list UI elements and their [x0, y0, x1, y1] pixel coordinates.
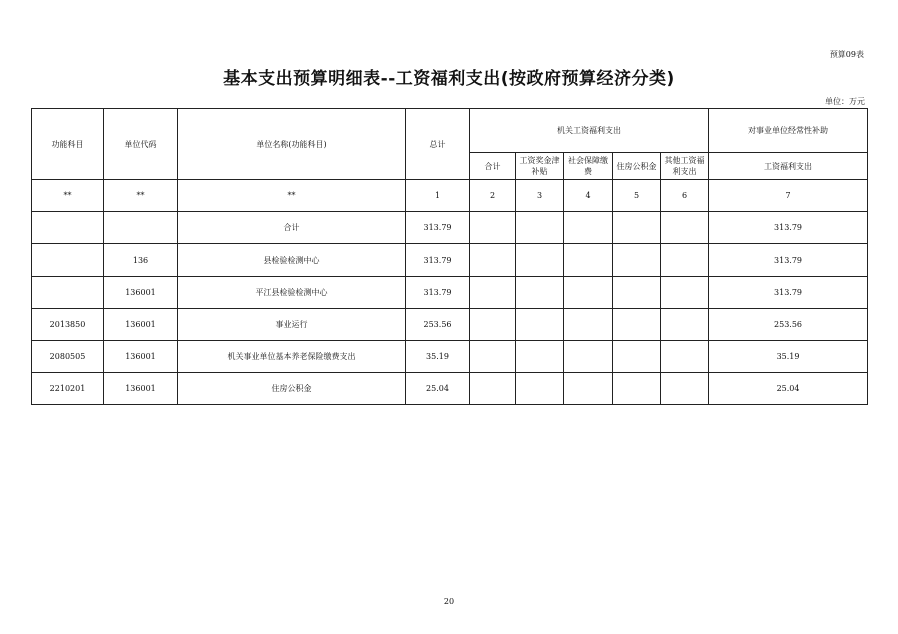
- func-subject-cell: [32, 244, 104, 277]
- index-cell: 6: [661, 180, 709, 212]
- sub-housing-cell: [613, 373, 661, 405]
- sub-housing-cell: [613, 244, 661, 277]
- index-cell: 1: [406, 180, 470, 212]
- subsidy-cell: 313.79: [709, 212, 868, 244]
- table-row: [32, 373, 868, 405]
- unit-label: 单位：万元: [825, 97, 865, 106]
- sub-wage-cell: [516, 277, 564, 309]
- sub-other-cell: [661, 341, 709, 373]
- table-row: [32, 212, 868, 244]
- header-unit-name: 单位名称(功能科目): [178, 109, 406, 180]
- header-sub-subsidy: 工资福利支出: [709, 153, 868, 180]
- header-func-subject: 功能科目: [32, 109, 104, 180]
- unit-name-cell: 事业运行: [178, 309, 406, 341]
- index-cell: **: [178, 180, 406, 212]
- header-sub-other: 其他工资福利支出: [661, 153, 709, 180]
- unit-name-cell: 平江县检验检测中心: [178, 277, 406, 309]
- subsidy-cell: 313.79: [709, 277, 868, 309]
- sub-wage-cell: [516, 341, 564, 373]
- header-unit-code: 单位代码: [104, 109, 178, 180]
- func-subject-cell: 2080505: [32, 341, 104, 373]
- unit-name-cell: 合计: [178, 212, 406, 244]
- sub-other-cell: [661, 277, 709, 309]
- subsidy-cell: 313.79: [709, 244, 868, 277]
- sub-wage-cell: [516, 309, 564, 341]
- form-number: 预算09表: [829, 50, 864, 59]
- table-row: [32, 277, 868, 309]
- header-sub-social: 社会保障缴费: [564, 153, 613, 180]
- sub-other-cell: [661, 244, 709, 277]
- total-cell: 313.79: [406, 212, 470, 244]
- unit-code-cell: 136: [104, 244, 178, 277]
- func-subject-cell: [32, 277, 104, 309]
- header-sub-total: 合计: [470, 153, 516, 180]
- index-cell: **: [104, 180, 178, 212]
- index-cell: 3: [516, 180, 564, 212]
- sub-wage-cell: [516, 373, 564, 405]
- unit-name-cell: 住房公积金: [178, 373, 406, 405]
- index-cell: 7: [709, 180, 868, 212]
- subsidy-cell: 253.56: [709, 309, 868, 341]
- sub-social-cell: [564, 341, 613, 373]
- page-number: 20: [443, 597, 455, 606]
- unit-code-cell: 136001: [104, 277, 178, 309]
- sub-total-cell: [470, 309, 516, 341]
- sub-other-cell: [661, 309, 709, 341]
- sub-social-cell: [564, 309, 613, 341]
- index-cell: 2: [470, 180, 516, 212]
- header-org-group: 机关工资福利支出: [470, 109, 709, 153]
- header-row-1: [32, 109, 868, 153]
- total-cell: 313.79: [406, 244, 470, 277]
- budget-table: [31, 108, 868, 405]
- header-sub-wage: 工资奖金津补贴: [516, 153, 564, 180]
- unit-code-cell: [104, 212, 178, 244]
- unit-code-cell: 136001: [104, 341, 178, 373]
- page-title: 基本支出预算明细表--工资福利支出(按政府预算经济分类): [223, 69, 675, 89]
- index-cell: **: [32, 180, 104, 212]
- sub-total-cell: [470, 341, 516, 373]
- unit-code-cell: 136001: [104, 309, 178, 341]
- total-cell: 25.04: [406, 373, 470, 405]
- header-sub-housing: 住房公积金: [613, 153, 661, 180]
- sub-housing-cell: [613, 309, 661, 341]
- sub-social-cell: [564, 212, 613, 244]
- sub-total-cell: [470, 373, 516, 405]
- sub-social-cell: [564, 277, 613, 309]
- sub-total-cell: [470, 212, 516, 244]
- unit-name-cell: 县检验检测中心: [178, 244, 406, 277]
- index-cell: 4: [564, 180, 613, 212]
- sub-other-cell: [661, 373, 709, 405]
- sub-housing-cell: [613, 212, 661, 244]
- total-cell: 253.56: [406, 309, 470, 341]
- sub-social-cell: [564, 244, 613, 277]
- sub-housing-cell: [613, 341, 661, 373]
- sub-other-cell: [661, 212, 709, 244]
- func-subject-cell: [32, 212, 104, 244]
- index-cell: 5: [613, 180, 661, 212]
- func-subject-cell: 2013850: [32, 309, 104, 341]
- subsidy-cell: 25.04: [709, 373, 868, 405]
- unit-name-cell: 机关事业单位基本养老保险缴费支出: [178, 341, 406, 373]
- sub-wage-cell: [516, 244, 564, 277]
- unit-code-cell: 136001: [104, 373, 178, 405]
- total-cell: 313.79: [406, 277, 470, 309]
- table-row: [32, 341, 868, 373]
- header-subsidy-group: 对事业单位经常性补助: [709, 109, 868, 153]
- table-row: [32, 309, 868, 341]
- func-subject-cell: 2210201: [32, 373, 104, 405]
- sub-social-cell: [564, 373, 613, 405]
- index-row: [32, 180, 868, 212]
- sub-housing-cell: [613, 277, 661, 309]
- sub-wage-cell: [516, 212, 564, 244]
- total-cell: 35.19: [406, 341, 470, 373]
- subsidy-cell: 35.19: [709, 341, 868, 373]
- table-row: [32, 244, 868, 277]
- header-total: 总计: [406, 109, 470, 180]
- sub-total-cell: [470, 277, 516, 309]
- sub-total-cell: [470, 244, 516, 277]
